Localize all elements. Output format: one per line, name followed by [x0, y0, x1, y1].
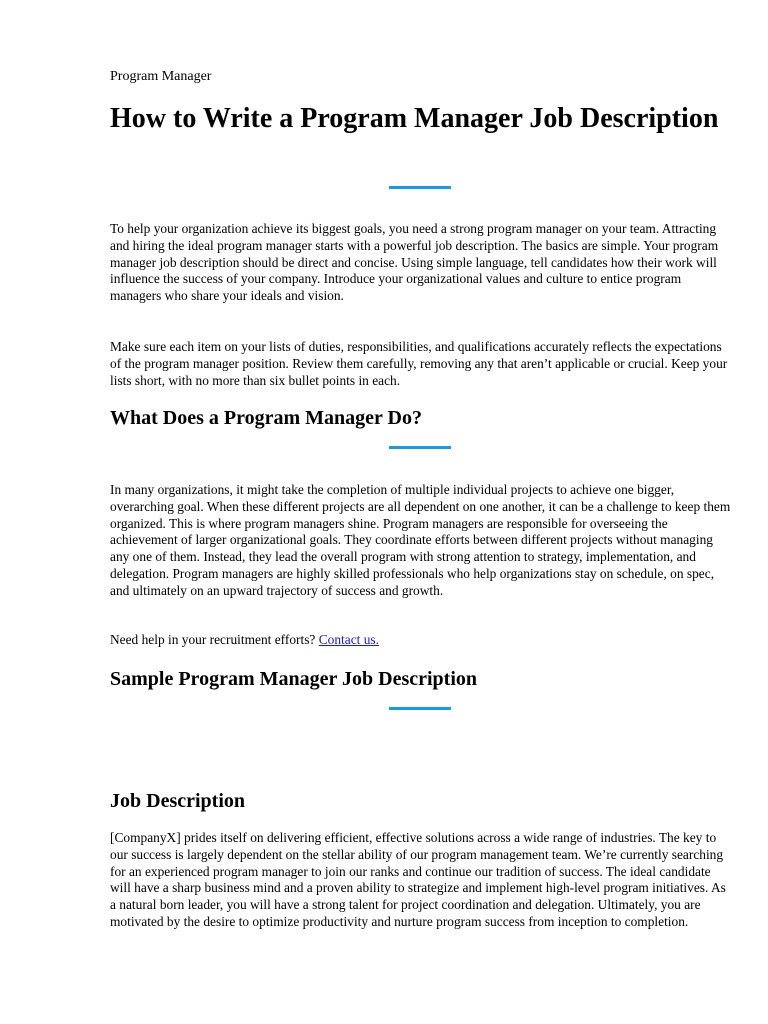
help-text: Need help in your recruitment efforts?	[110, 632, 319, 647]
contact-us-link[interactable]: Contact us.	[318, 632, 379, 647]
title-divider	[389, 186, 451, 189]
job-paragraph: [CompanyX] prides itself on delivering efficient, effective solutions across a wide range of industries. The key to our success is largely dependent on the stellar ability of our program management team. We’re currently searching for an experienced program manager to join our ranks and continue our tradition of success. The ideal candidate will have a sharp business mind and a proven ability to strategize and implement high-level program initiatives. As a natural born leader, you will have a strong talent for project coordination and delegation. Ultimately, you are motivated by the desire to optimize productivity and nurture program success from inception to completion.	[110, 830, 726, 929]
section-heading-sample: Sample Program Manager Job Description	[110, 668, 478, 690]
section-divider-sample	[389, 707, 451, 710]
section-heading-what: What Does a Program Manager Do?	[110, 407, 422, 429]
page-title: How to Write a Program Manager Job Description	[110, 103, 719, 134]
intro-paragraph-1: To help your organization achieve its biggest goals, you need a strong program manager on your team. Attracting and hiring the ideal program manager starts with a powerful job description. The basics are simple. Your program manager job description should be direct and concise. Using simple language, tell candidates how their work will influence the success of your company. Introduce your organizational values and culture to entice program managers who share your ideals and vision.	[110, 221, 719, 304]
what-paragraph: In many organizations, it might take the completion of multiple individual projects to achieve one bigger, overarching goal. When these different projects are all dependent on one another, it can be a challenge to keep them organized. This is where program managers shine. Program managers are responsible for overseeing the achievement of larger organizational goals. They coordinate efforts between different projects without managing any one of them. Instead, they lead the overall program with strong attention to strategy, implementation, and delegation. Program managers are highly skilled professionals who help organizations stay on schedule, on spec, and ultimately on an upward trajectory of success and growth.	[110, 482, 731, 598]
help-line	[110, 632, 732, 649]
category-label: Program Manager	[110, 69, 212, 84]
section-divider-what	[389, 446, 451, 449]
intro-paragraph-2: Make sure each item on your lists of duties, responsibilities, and qualifications accurately reflects the expectations of the program manager position. Review them carefully, removing any that aren’t applicable or crucial. Keep your lists short, with no more than six bullet points in each.	[110, 339, 728, 388]
section-heading-job: Job Description	[110, 790, 245, 812]
